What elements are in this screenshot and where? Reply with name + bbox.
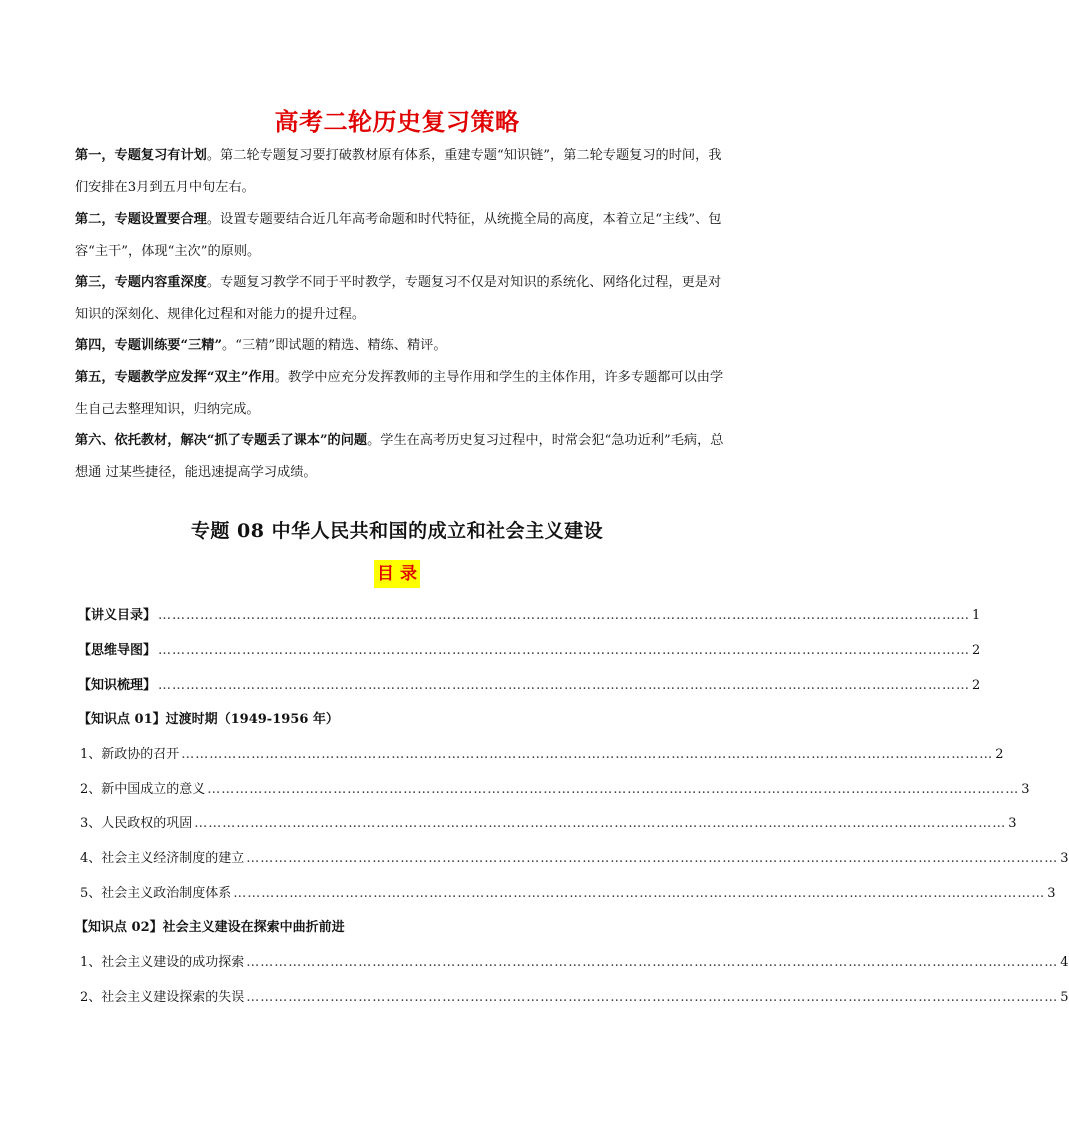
toc-page-number: 2 [972, 643, 981, 658]
toc-page-number: 3 [1021, 782, 1030, 797]
toc-leader-dots: ………………………………………………………………………………………………………………………………………………………… [194, 816, 1007, 831]
toc-page-number: 2 [995, 747, 1004, 762]
toc-topic-heading-1[interactable]: 【知识点 01】过渡时期（1949-1956 年） [78, 712, 339, 727]
toc-entry-label: 【讲义目录】 [78, 608, 157, 623]
toc-page-number: 1 [972, 608, 981, 623]
toc-leader-dots: ………………………………………………………………………………………………………………………………………………………… [246, 955, 1059, 970]
document-title: 高考二轮历史复习策略 [274, 108, 520, 136]
toc-leader-dots: ………………………………………………………………………………………………………………………………………………………… [158, 643, 971, 658]
toc-page-number: 3 [1060, 851, 1069, 866]
toc-leader-dots: ………………………………………………………………………………………………………………………………………………………… [246, 990, 1059, 1005]
toc-entry-label: 【知识梳理】 [78, 678, 157, 693]
paragraph-text: 。第二轮专题复习要打破教材原有体系，重建专题“知识链”，第二轮专题复习的时间，我们安排在3月到五月中旬左右。 [75, 148, 722, 195]
toc-leader-dots: ………………………………………………………………………………………………………………………………………………………… [246, 851, 1059, 866]
toc-entry-label: 1、新政协的召开 [80, 747, 180, 762]
toc-entry-label: 5、社会主义政治制度体系 [80, 886, 232, 901]
toc-page-number: 3 [1047, 886, 1056, 901]
toc-leader-dots: ………………………………………………………………………………………………………………………………………………………… [181, 747, 994, 762]
toc-title: 目 录 [374, 560, 420, 588]
paragraph-lead: 第一，专题复习有计划 [75, 148, 207, 163]
strategy-paragraph-1 [75, 140, 725, 204]
strategy-paragraph-4 [75, 330, 725, 362]
toc-page-number: 4 [1060, 955, 1069, 970]
paragraph-lead: 第五，专题教学应发挥“双主”作用 [75, 370, 275, 385]
paragraph-lead: 第三，专题内容重深度 [75, 275, 207, 290]
toc-subentry[interactable] [80, 849, 1069, 869]
toc-subentry[interactable] [80, 745, 1004, 765]
section-title: 专题 08 中华人民共和国的成立和社会主义建设 [190, 520, 604, 542]
paragraph-text: 。教学中应充分发挥教师的主导作用和学生的主体作用，许多专题都可以由学生自己去整理知识，归纳完成。 [75, 370, 724, 417]
toc-entry-lecture[interactable] [78, 606, 981, 626]
strategy-paragraph-6 [75, 425, 725, 489]
paragraph-lead: 第四，专题训练要“三精” [75, 338, 223, 353]
toc-entry-label: 2、新中国成立的意义 [80, 782, 206, 797]
toc-page-number: 2 [972, 678, 981, 693]
toc-subentry[interactable] [80, 988, 1069, 1008]
toc-entry-label: 【思维导图】 [78, 643, 157, 658]
toc-leader-dots: ………………………………………………………………………………………………………………………………………………………… [233, 886, 1046, 901]
toc-page-number: 3 [1008, 816, 1017, 831]
toc-entry-label: 4、社会主义经济制度的建立 [80, 851, 245, 866]
toc-subentry[interactable] [80, 780, 1030, 800]
toc-entry-label: 3、人民政权的巩固 [80, 816, 193, 831]
toc-leader-dots: ………………………………………………………………………………………………………………………………………………………… [158, 678, 971, 693]
paragraph-text: 。专题复习教学不同于平时教学，专题复习不仅是对知识的系统化、网络化过程，更是对知识的深刻化、规律化过程和对能力的提升过程。 [75, 275, 722, 322]
toc-entry-label: 1、社会主义建设的成功探索 [80, 955, 245, 970]
toc-page-number: 5 [1060, 990, 1069, 1005]
toc-entry-mindmap[interactable] [78, 641, 981, 661]
toc-entry-label: 2、社会主义建设探索的失误 [80, 990, 245, 1005]
strategy-paragraph-5 [75, 362, 725, 426]
toc-subentry[interactable] [80, 884, 1056, 904]
toc-leader-dots: ………………………………………………………………………………………………………………………………………………………… [158, 608, 971, 623]
paragraph-text: 。学生在高考历史复习过程中，时常会犯“急功近利”毛病，总想通 过某些捷径，能迅速提高学习成绩。 [75, 433, 724, 480]
toc-subentry[interactable] [80, 953, 1069, 973]
toc-entry-knowledge[interactable] [78, 676, 981, 696]
paragraph-text: 。设置专题要结合近几年高考命题和时代特征，从统揽全局的高度，本着立足“主线”、包容“主干”，体现“主次”的原则。 [75, 212, 722, 259]
toc-subentry[interactable] [80, 814, 1017, 834]
paragraph-lead: 第六、依托教材，解决“抓了专题丢了课本”的问题 [75, 433, 368, 448]
toc-leader-dots: ………………………………………………………………………………………………………………………………………………………… [207, 782, 1020, 797]
paragraph-lead: 第二，专题设置要合理 [75, 212, 207, 227]
strategy-paragraph-2 [75, 204, 725, 268]
paragraph-text: 。“三精”即试题的精选、精练、精评。 [222, 338, 447, 353]
strategy-paragraph-3 [75, 267, 725, 331]
toc-topic-heading-2[interactable]: 【知识点 02】社会主义建设在探索中曲折前进 [75, 920, 345, 935]
